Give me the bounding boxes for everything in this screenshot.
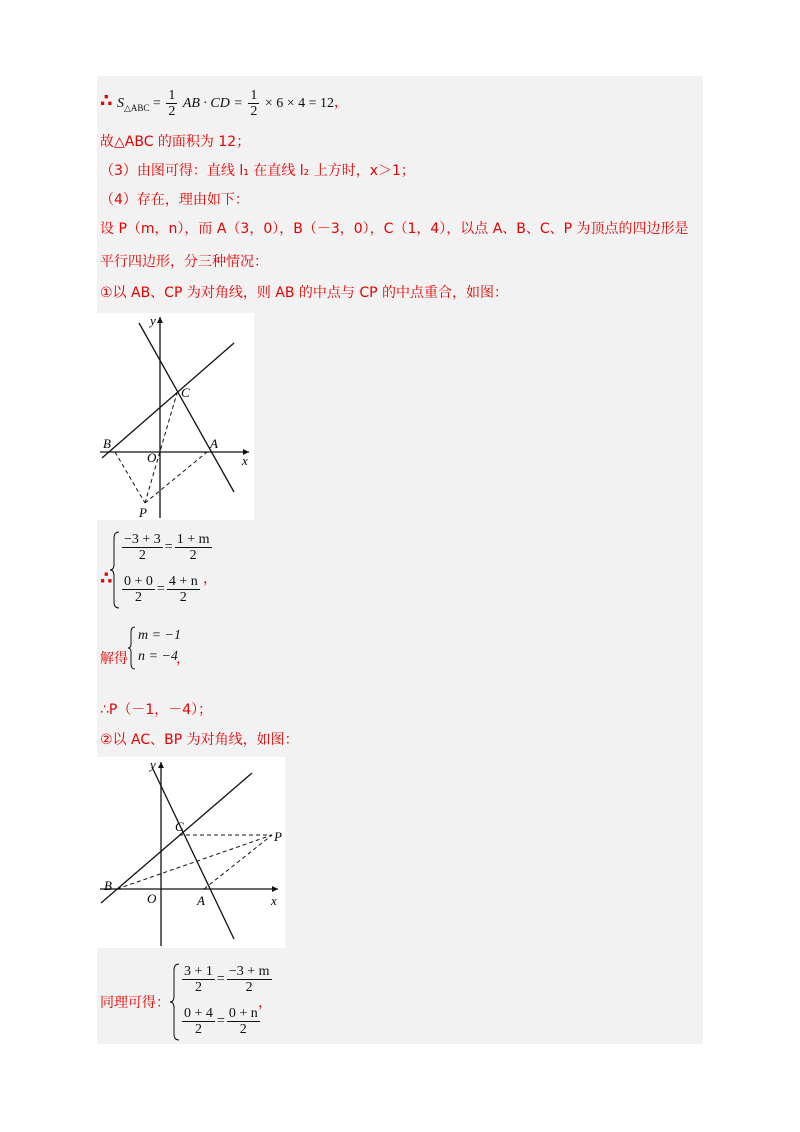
system2-row1: [180, 964, 274, 995]
system1-row1: [120, 532, 214, 563]
area-mid: AB · CD =: [182, 95, 243, 111]
area-symbol: S: [116, 95, 124, 111]
system1: [110, 530, 210, 610]
point-a-label: A: [197, 893, 205, 908]
fraction-half-2: [248, 88, 259, 119]
frac-num: −3 + m: [228, 964, 270, 979]
therefore-symbol: ∴: [100, 90, 113, 112]
point-c-label: C: [181, 385, 190, 400]
area-subscript: △ABC: [123, 102, 150, 113]
frac-den: 2: [194, 1022, 202, 1037]
system1-row2: [120, 574, 202, 605]
frac-den: 2: [245, 980, 253, 995]
equals: =: [156, 581, 165, 597]
x-axis-label: x: [271, 893, 277, 908]
equals: =: [216, 1013, 225, 1029]
system2-row2: [180, 1006, 262, 1037]
point-b-label: B: [104, 878, 112, 893]
brace-icon: [110, 530, 120, 610]
y-axis-label: y: [150, 757, 156, 772]
frac-den: 2: [179, 590, 187, 605]
point-a-label: A: [210, 436, 218, 451]
brace-icon: [128, 626, 136, 670]
origin-label: O: [147, 891, 157, 906]
frac-num: −3 + 3: [124, 532, 161, 547]
area-result: 故△ABC 的面积为 12；: [100, 134, 251, 150]
setp-line-1: 设 P（m，n），而 A（3，0），B（－3，0），C（1，4），以点 A、B、C、P 为顶点的四边形是: [100, 221, 689, 237]
frac-den: 2: [134, 590, 142, 605]
brace-icon: [170, 962, 180, 1042]
m-value: m = −1: [138, 628, 182, 643]
frac-num: 0 + 4: [184, 1006, 213, 1021]
same-prefix: 同理可得：: [100, 995, 170, 1011]
part3-text: （3）由图可得：直线 l₁ 在直线 l₂ 上方时，x＞1；: [100, 163, 415, 179]
graph-case1: [97, 313, 254, 520]
frac-num: 0 + 0: [124, 574, 153, 589]
frac-num: 4 + n: [168, 574, 198, 589]
solve-suffix: ，: [176, 651, 190, 667]
frac-den: 2: [239, 1022, 247, 1037]
frac-num: 1: [250, 88, 258, 103]
part4-text: （4）存在，理由如下：: [100, 192, 249, 208]
solution-n: [138, 649, 178, 665]
point-p-label: P: [139, 505, 147, 520]
frac-num: 1: [168, 88, 176, 103]
frac-den: 2: [138, 548, 146, 563]
frac-den: 2: [250, 104, 258, 119]
n-value: n = −4: [138, 649, 178, 664]
fraction-half: [166, 88, 177, 119]
same-suffix: ，: [258, 995, 272, 1011]
frac-num: 3 + 1: [184, 964, 213, 979]
equals: =: [216, 971, 225, 987]
solution-m: [138, 628, 181, 644]
solve-prefix: 解得: [100, 651, 128, 667]
system1-suffix: ，: [203, 571, 217, 587]
result-p: ∴P（－1，－4）；: [100, 702, 213, 718]
x-axis-label: x: [242, 453, 248, 468]
figure-case1: [97, 313, 254, 520]
therefore-symbol: ∴: [100, 568, 113, 589]
equals: =: [164, 539, 173, 555]
frac-den: 2: [168, 104, 176, 119]
equals: =: [152, 95, 161, 111]
area-tail: × 6 × 4 = 12: [264, 95, 335, 111]
origin-label: O: [147, 450, 157, 465]
point-b-label: B: [103, 436, 111, 451]
figure-case2: [97, 757, 285, 948]
setp-line-2: 平行四边形，分三种情况：: [100, 254, 268, 270]
case2-text: ②以 AC、BP 为对角线，如图：: [100, 732, 299, 748]
area-line: [100, 88, 348, 119]
case1-text: ①以 AB、CP 为对角线，则 AB 的中点与 CP 的中点重合，如图：: [100, 285, 509, 301]
point-p-label: P: [274, 829, 282, 844]
frac-den: 2: [194, 980, 202, 995]
system2: [170, 962, 270, 1042]
frac-den: 2: [189, 548, 197, 563]
point-c-label: C: [175, 819, 184, 834]
frac-num: 0 + n: [228, 1006, 258, 1021]
y-axis-label: y: [150, 313, 156, 328]
graph-case2: [97, 757, 285, 948]
frac-num: 1 + m: [176, 532, 210, 547]
comma: ，: [334, 94, 349, 111]
